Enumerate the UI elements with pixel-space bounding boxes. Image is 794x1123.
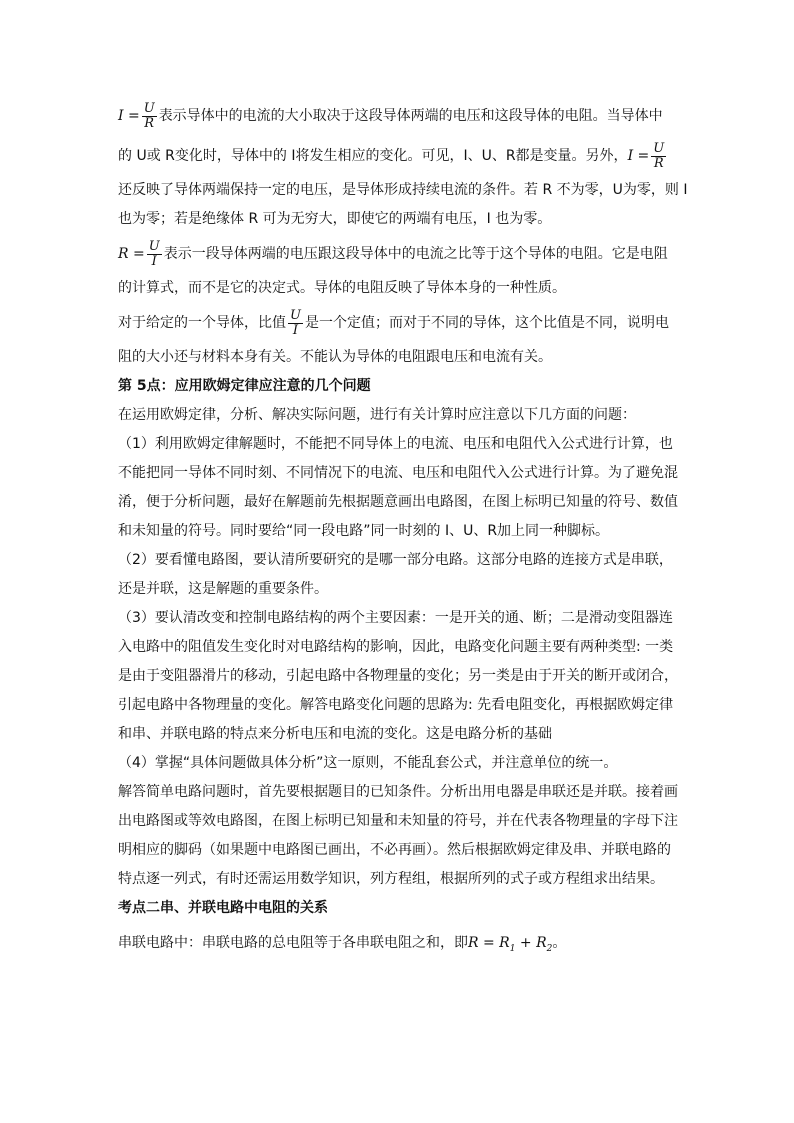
section-heading: 第 5点：应用欧姆定律应注意的几个问题 [118,378,371,394]
text-line: 入电路中的阻值发生变化时对电路结构的影响，因此，电路变化问题主要有两种类型: 一类 [118,639,674,655]
fraction-u-over-r: $\frac{U}{R}$ [143,100,155,131]
text-segment: 是一个定值；而对于不同的导体，这个比值是不同，说明电 [304,315,669,331]
section-heading: 考点二串、并联电路中电阻的关系 [118,900,328,916]
text-line: 阻的大小还与材料本身有关。不能认为导体的电阻跟电压和电流有关。 [118,349,552,365]
text-segment: 表示导体中的电流的大小取决于这段导体两端的电压和这段导体的电阻。当导体中 [158,108,663,124]
body-text [118,401,678,894]
text-line: 明相应的脚码（如果题中电路图已画出，不必再画）。然后根据欧姆定律及串、并联电路的 [118,842,671,858]
text-line: 不能把同一导体不同时刻、不同情况下的电流、电压和电阻代入公式进行计算。为了避免混 [118,465,678,481]
text-line: （2）要看懂电路图，要认清所要研究的是哪一部分电路。这部分电路的连接方式是串联， [118,552,673,568]
text-line: 和未知量的符号。同时要给“同一段电路”同一时刻的 I、U、R加上同一种脚标。 [118,523,610,539]
text-line: 和串、并联电路的特点来分析电压和电流的变化。这是电路分析的基础 [118,726,552,742]
text-segment: 串联电路中：串联电路的总电阻等于各串联电阻之和，即 [118,935,468,951]
text-line: 的计算式，而不是它的决定式。导体的电阻反映了导体本身的一种性质。 [118,280,566,296]
text-line: 引起电路中各物理量的变化。解答电路变化问题的思路为: 先看电阻变化，再根据欧姆定律 [118,697,674,713]
text-line: （1）利用欧姆定律解题时，不能把不同导体上的电流、电压和电阻代入公式进行计算，也 [118,436,673,452]
text-line: 淆，便于分析问题，最好在解题前先根据题意画出电路图，在图上标明已知量的符号、数值 [118,494,678,510]
text-line: 是由于变阻器滑片的移动，引起电路中各物理量的变化；另一类是由于开关的断开或闭合， [118,668,678,684]
text-line: 解答简单电路问题时，首先要根据题目的已知条件。分析出用电器是串联还是并联。接着画 [118,784,678,800]
text-line [118,96,678,136]
formula-lhs: I = [627,148,650,164]
text-line: 还是并联，这是解题的重要条件。 [118,581,328,597]
formula-lhs: R = [118,246,145,262]
document-page [118,96,688,963]
text-line: 特点逐一列式，有时还需运用数学知识，列方程组，根据所列的式子或方程组求出结果。 [118,871,664,887]
formula-lhs: I = [118,108,140,124]
formula-series-resistance: $R = R_1 + R_2$ [468,935,553,954]
text-line: 出电路图或等效电路图，在图上标明已知量和未知量的符号，并在代表各物理量的字母下注 [118,813,678,829]
paragraph-ohm-resistance [118,234,678,303]
text-line: 还反映了导体两端保持一定的电压，是导体形成持续电流的条件。若 R 不为零，U为零，则 I [118,182,688,198]
text-line: （3）要认清改变和控制电路结构的两个主要因素：一是开关的通、断；二是滑动变阻器连 [118,610,673,626]
text-line: 也为零；若是绝缘体 R 可为无穷大，即使它的两端有电压，I 也为零。 [118,211,552,227]
text-line [118,234,678,274]
paragraph-ratio [118,303,678,372]
fraction-u-over-i: $\frac{U}{I}$ [148,238,160,269]
text-segment: 的 U或 R变化时，导体中的 I将发生相应的变化。可见，I、U、R都是变量。另外， [118,148,628,164]
text-segment: 对于给定的一个导体，比值 [118,315,286,331]
paragraph-ohm-current [118,96,688,234]
fraction-u-over-r: $\frac{U}{R}$ [653,140,665,171]
text-line: 在运用欧姆定律，分析、解决实际问题，进行有关计算时应注意以下几方面的问题： [118,407,636,423]
text-line: （4）掌握“具体问题做具体分析”这一原则，不能乱套公式，并注意单位的统一。 [118,755,618,771]
text-line [118,136,678,176]
text-segment: 。 [552,935,567,951]
text-line [118,303,678,343]
fraction-u-over-i: $\frac{U}{I}$ [290,307,301,338]
text-line [118,923,678,963]
text-segment: 表示一段导体两端的电压跟这段导体中的电流之比等于这个导体的电阻。它是电阻 [163,246,668,262]
